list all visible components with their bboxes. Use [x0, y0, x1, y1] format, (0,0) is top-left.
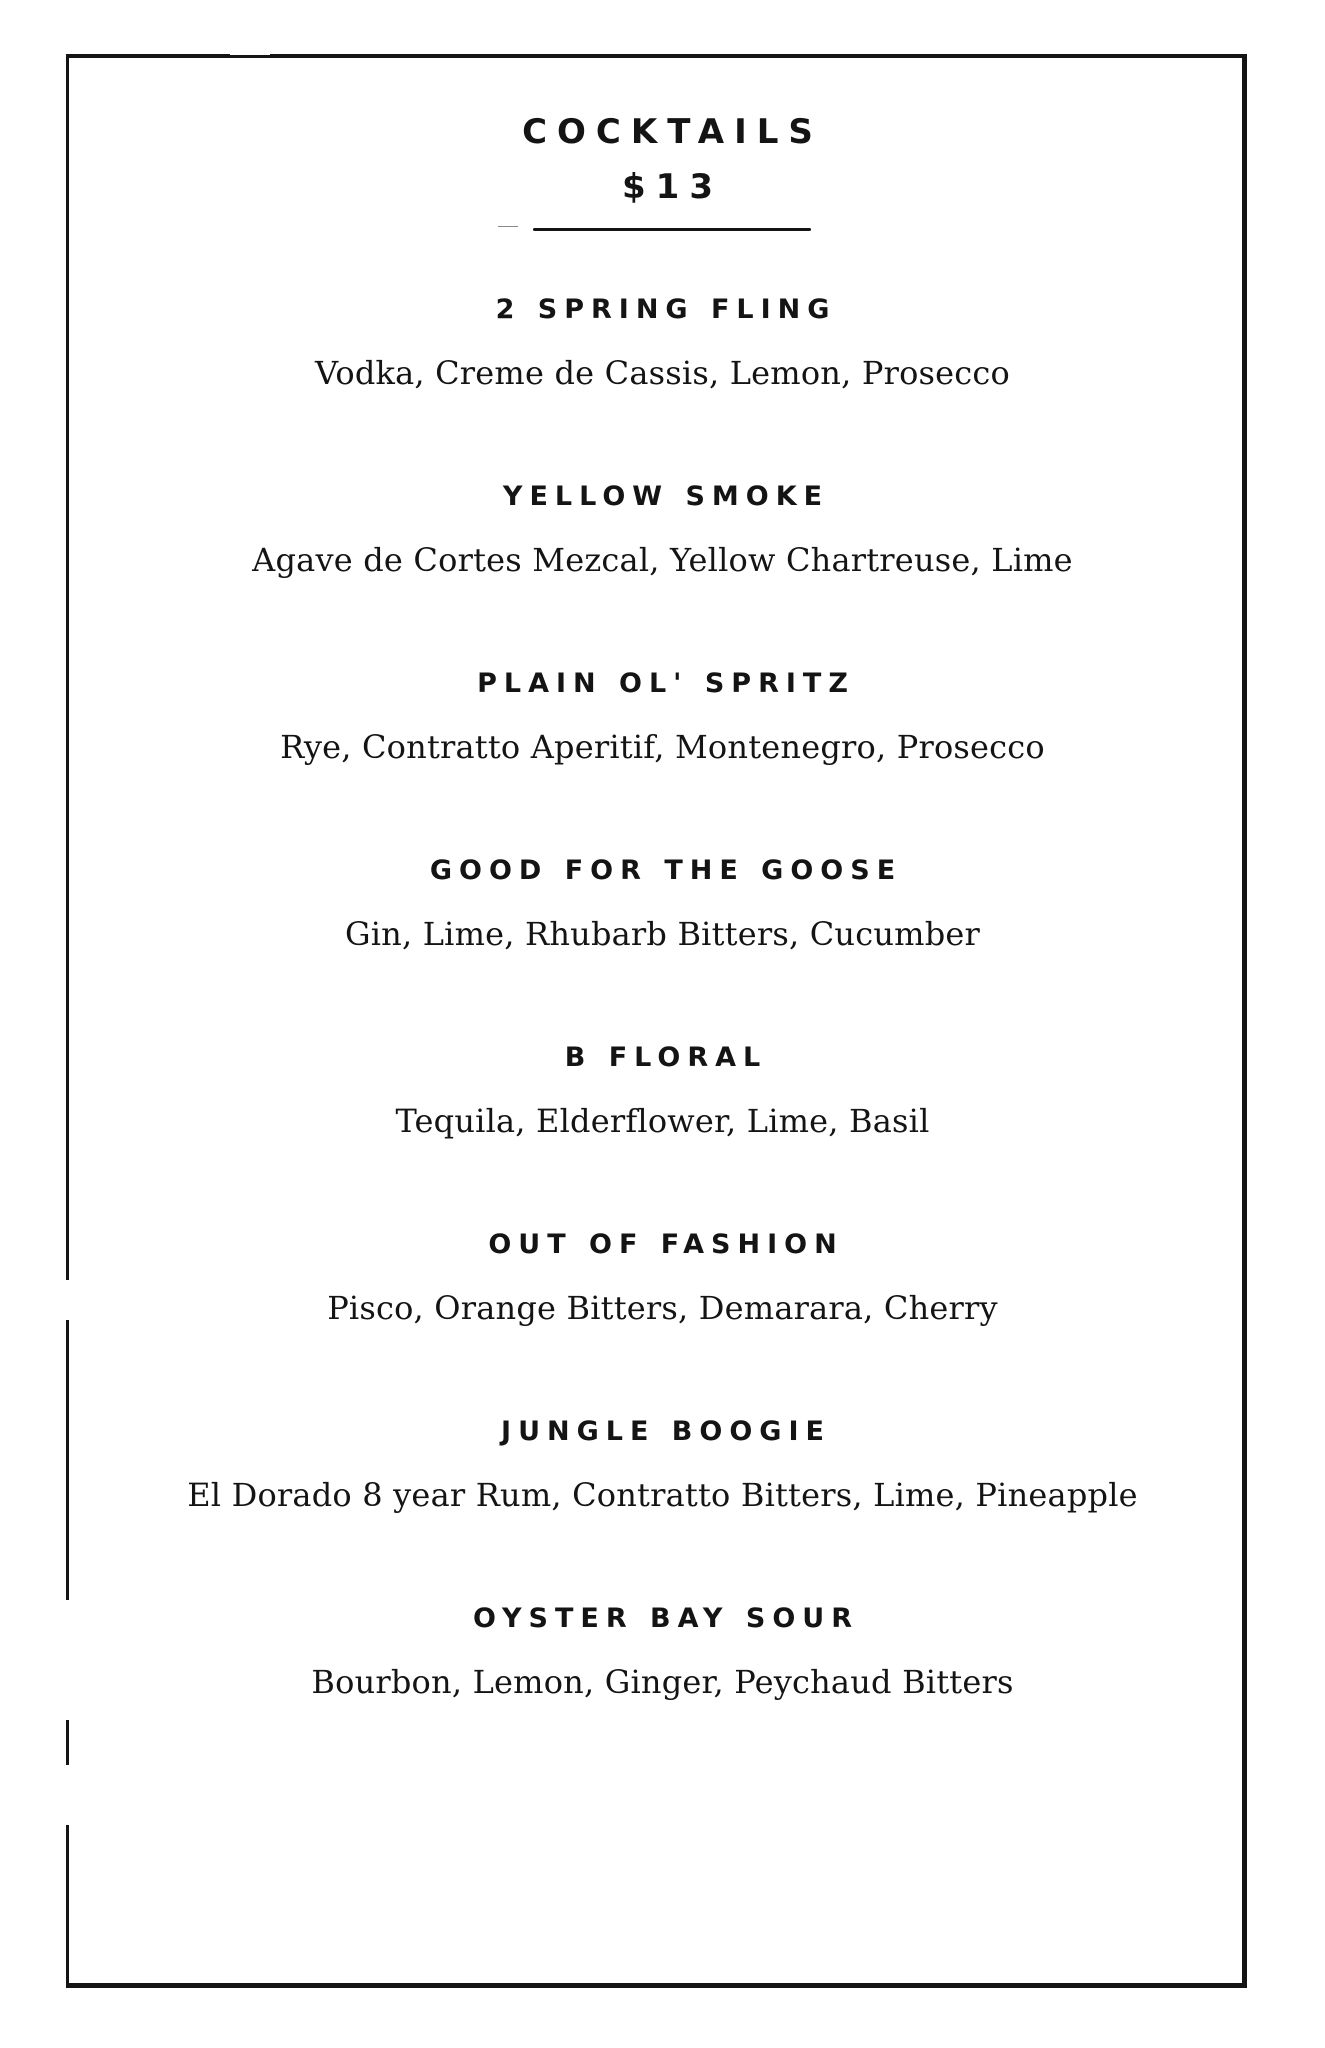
drink-name: PLAIN OL' SPRITZ — [477, 668, 855, 699]
menu-item — [0, 480, 1325, 580]
drink-name: 2 SPRING FLING — [495, 294, 837, 325]
menu-item — [0, 1415, 1325, 1515]
border-wear-mark — [230, 52, 270, 55]
drink-name: OUT OF FASHION — [488, 1229, 844, 1260]
menu-price: $13 — [622, 167, 723, 207]
menu-item — [0, 1602, 1325, 1702]
header-divider — [533, 228, 811, 231]
header-rule-tick — [498, 226, 518, 227]
drink-ingredients: Pisco, Orange Bitters, Demarara, Cherry — [327, 1289, 998, 1327]
menu-item — [0, 854, 1325, 954]
drink-ingredients: Tequila, Elderflower, Lime, Basil — [395, 1102, 930, 1140]
drink-name: B FLORAL — [564, 1042, 768, 1073]
border-wear-mark — [63, 1765, 69, 1825]
drink-name: JUNGLE BOOGIE — [501, 1416, 831, 1447]
drink-name: GOOD FOR THE GOOSE — [429, 855, 903, 886]
drink-ingredients: El Dorado 8 year Rum, Contratto Bitters, Lime, Pineapple — [187, 1476, 1138, 1514]
drink-ingredients: Vodka, Creme de Cassis, Lemon, Prosecco — [314, 354, 1011, 392]
drink-ingredients: Bourbon, Lemon, Ginger, Peychaud Bitters — [311, 1663, 1014, 1701]
drink-ingredients: Agave de Cortes Mezcal, Yellow Chartreuse, Lime — [252, 541, 1073, 579]
menu-item — [0, 1228, 1325, 1328]
menu-item — [0, 293, 1325, 393]
drink-ingredients: Gin, Lime, Rhubarb Bitters, Cucumber — [344, 915, 981, 953]
drink-ingredients: Rye, Contratto Aperitif, Montenegro, Prosecco — [280, 728, 1045, 766]
drink-name: OYSTER BAY SOUR — [473, 1603, 859, 1634]
menu-item — [0, 667, 1325, 767]
menu-title: COCKTAILS — [522, 112, 823, 152]
menu-item — [0, 1041, 1325, 1141]
drink-name: YELLOW SMOKE — [502, 481, 830, 512]
